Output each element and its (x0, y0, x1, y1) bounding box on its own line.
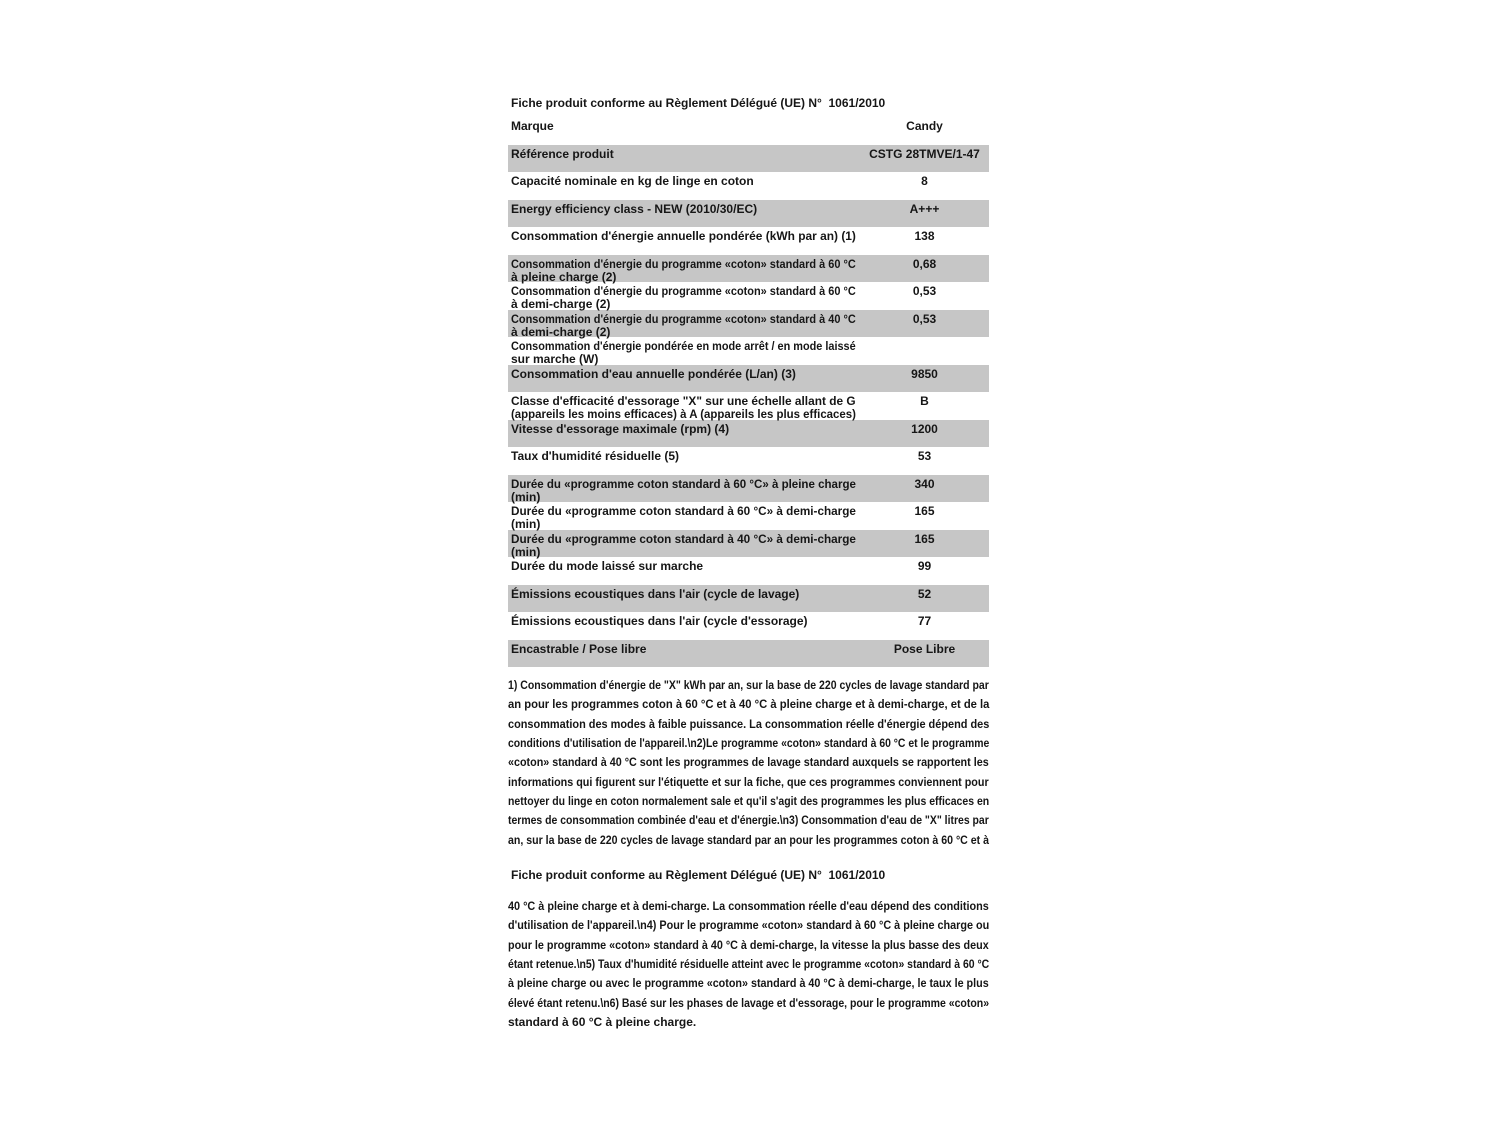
row-value: 77 (917, 614, 932, 628)
table-row (508, 255, 989, 283)
row-label: Référence produit (511, 146, 614, 161)
footnote-line: d'utilisation de l'appareil.\n4) Pour le programme «coton» standard à 60 °C à pleine charge ou (508, 918, 990, 933)
product-table (508, 117, 989, 667)
table-row (508, 200, 989, 228)
page-title-continued: Fiche produit conforme au Règlement Délégué (UE) N° 1061/2010 (511, 868, 886, 882)
row-value: 138 (914, 229, 935, 243)
table-row (508, 447, 989, 475)
table-row (508, 392, 989, 420)
table-row (508, 585, 989, 613)
footnote-line: étant retenue.\n5) Taux d'humidité résiduelle atteint avec le programme «coton» standard à 60 °C (508, 957, 990, 972)
row-label: Vitesse d'essorage maximale (rpm) (4) (511, 421, 730, 436)
table-row (508, 475, 989, 503)
row-label: Consommation d'énergie du programme «coton» standard à 40 °C à demi-charge (2) (511, 311, 856, 339)
row-label: Encastrable / Pose libre (511, 641, 647, 656)
footnote-line: an, sur la base de 220 cycles de lavage standard par an pour les programmes coton à 60 °C et à (508, 832, 990, 847)
row-label: Durée du «programme coton standard à 60 °C» à pleine charge (min) (511, 476, 856, 504)
footnote-line: conditions d'utilisation de l'appareil.\n2)Le programme «coton» standard à 60 °C et le programme (508, 736, 990, 751)
row-value: 165 (914, 504, 935, 518)
table-row (508, 117, 989, 145)
row-value: CSTG 28TMVE/1-47 (869, 146, 980, 161)
table-row (508, 502, 989, 530)
row-label: Durée du «programme coton standard à 60 °C» à demi-charge (min) (511, 504, 856, 532)
footnote-line: à pleine charge ou avec le programme «coton» standard à 40 °C à demi-charge, le taux le plus (508, 976, 989, 991)
footnote-line: termes de consommation combinée d'eau et d'énergie.\n3) Consommation d'eau de "X" litres par (508, 813, 989, 828)
footnote-line: «coton» standard à 40 °C sont les programmes de lavage standard auxquels se rapportent les (508, 755, 989, 770)
footnotes-page1 (508, 676, 989, 850)
footnotes-page2 (508, 897, 989, 1032)
row-value: 0,53 (912, 311, 937, 326)
row-label: Consommation d'énergie du programme «coton» standard à 60 °C à demi-charge (2) (511, 284, 856, 312)
table-row (508, 557, 989, 585)
row-label: Consommation d'énergie du programme «coton» standard à 60 °C à pleine charge (2) (511, 256, 856, 284)
row-label: Marque (511, 119, 554, 133)
row-value: 0,53 (912, 284, 937, 298)
footnote-line: informations qui figurent sur l'étiquette et sur la fiche, que ces programmes conviennent pour (508, 774, 989, 789)
row-value: 1200 (911, 421, 938, 436)
table-row (508, 365, 989, 393)
table-row (508, 612, 989, 640)
footnote-line: nettoyer du linge en coton normalement sale et qu'il s'agit des programmes les plus efficaces en (508, 794, 990, 809)
row-value: 340 (914, 476, 935, 491)
table-row (508, 227, 989, 255)
row-value: 52 (917, 586, 932, 601)
row-label: Consommation d'énergie pondérée en mode arrêt / en mode laissé sur marche (W) (511, 339, 856, 367)
row-label: Classe d'efficacité d'essorage "X" sur une échelle allant de G (appareils les moins efficaces) à A (appareils les plus efficaces) (511, 394, 856, 422)
table-row (508, 530, 989, 558)
table-row (508, 640, 989, 668)
footnote-line: consommation des modes à faible puissance. La consommation réelle d'énergie dépend des (508, 716, 990, 731)
row-label: Émissions ecoustiques dans l'air (cycle d'essorage) (511, 614, 808, 628)
row-value: 99 (917, 559, 932, 573)
table-row (508, 282, 989, 310)
row-value (860, 337, 989, 365)
footnote-line: an pour les programmes coton à 60 °C et à 40 °C à pleine charge et à demi-charge, et de la (508, 697, 990, 712)
row-value: 165 (914, 531, 935, 546)
footnote-line: 1) Consommation d'énergie de "X" kWh par an, sur la base de 220 cycles de lavage standard par (508, 678, 989, 692)
table-row (508, 337, 989, 365)
row-label: Energy efficiency class - NEW (2010/30/EC) (511, 201, 758, 216)
row-value: B (920, 394, 929, 408)
footnote-line: 40 °C à pleine charge et à demi-charge. La consommation réelle d'eau dépend des conditions (508, 899, 989, 913)
table-row (508, 145, 989, 173)
row-label: Consommation d'énergie annuelle pondérée (kWh par an) (1) (511, 229, 856, 243)
footnote-line: élevé étant retenu.\n6) Basé sur les phases de lavage et d'essorage, pour le programme «coton» (508, 995, 990, 1010)
page-title: Fiche produit conforme au Règlement Délégué (UE) N° 1061/2010 (511, 96, 886, 110)
table-row (508, 310, 989, 338)
row-label: Taux d'humidité résiduelle (5) (511, 449, 679, 463)
row-label: Émissions ecoustiques dans l'air (cycle de lavage) (511, 586, 800, 601)
row-label: Capacité nominale en kg de linge en coton (511, 174, 754, 188)
row-value: Candy (906, 119, 943, 133)
row-value: 53 (917, 449, 932, 463)
row-label: Durée du mode laissé sur marche (511, 559, 704, 573)
row-label: Durée du «programme coton standard à 40 °C» à demi-charge (min) (511, 531, 856, 559)
row-value: Pose Libre (893, 641, 956, 656)
row-value: 0,68 (912, 256, 937, 271)
footnote-line: standard à 60 °C à pleine charge. (508, 1015, 697, 1030)
footnote-line: pour le programme «coton» standard à 40 °C à demi-charge, la vitesse la plus basse des deux (508, 937, 989, 952)
row-label: Consommation d'eau annuelle pondérée (L/an) (3) (511, 366, 796, 381)
row-value: 8 (921, 174, 928, 188)
row-value: A+++ (909, 201, 940, 216)
table-row (508, 420, 989, 448)
row-value: 9850 (911, 366, 938, 381)
table-row (508, 172, 989, 200)
